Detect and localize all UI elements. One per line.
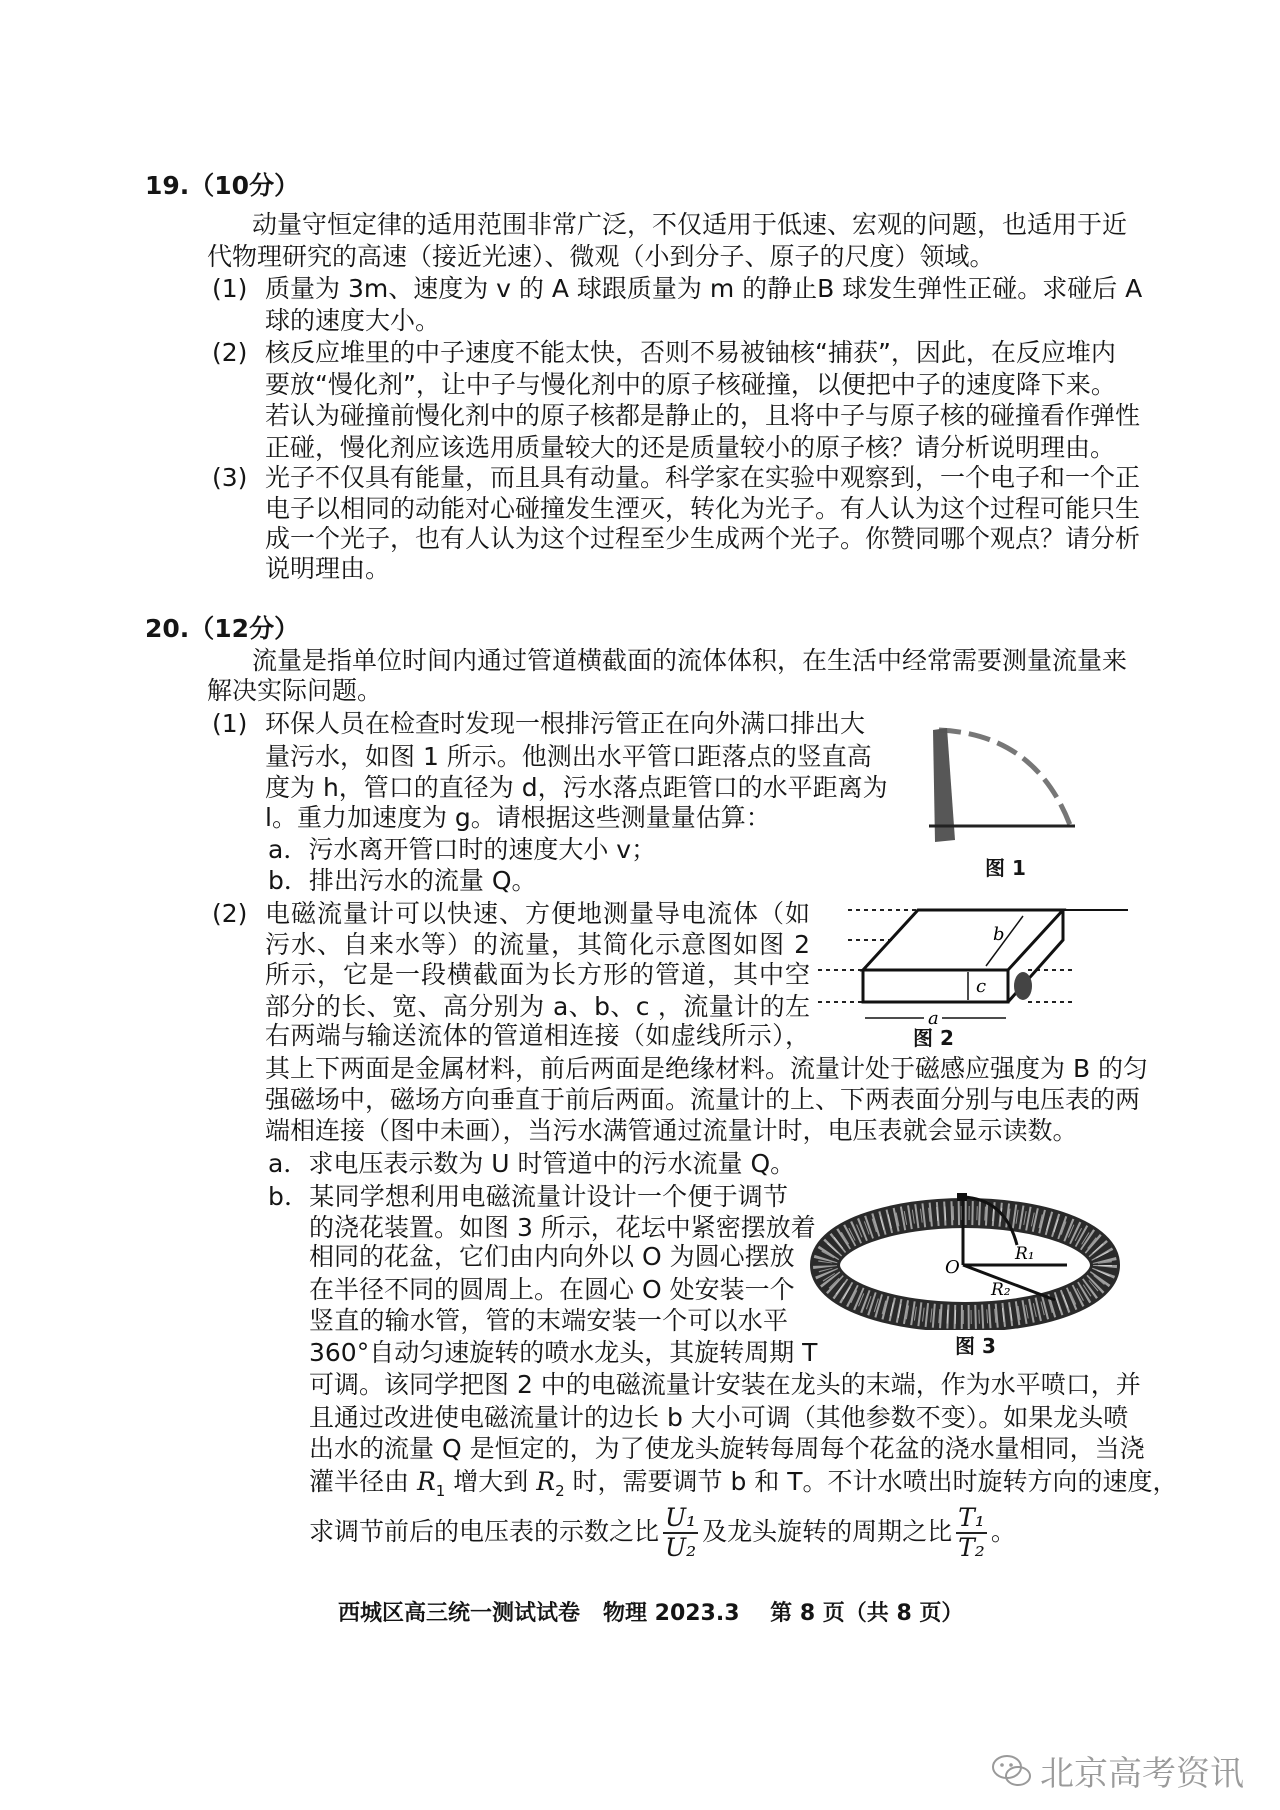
text: 及龙头旋转的周期之比 bbox=[702, 1517, 953, 1546]
figure-2-flowmeter bbox=[818, 900, 1133, 1030]
q19-line: 核反应堆里的中子速度不能太快，否则不易被铀核“捕获”，因此，在反应堆内 bbox=[265, 338, 1116, 367]
figure-3-flower-bed bbox=[805, 1185, 1125, 1330]
fig2-label-a: a bbox=[928, 1008, 939, 1029]
q20-line: 端相连接（图中未画），当污水满管通过流量计时，电压表就会显示读数。 bbox=[265, 1116, 1078, 1145]
watermark-text: 北京高考资讯 bbox=[1040, 1754, 1244, 1794]
q20-line: a．污水离开管口时的速度大小 v； bbox=[268, 835, 657, 864]
var-r: R bbox=[536, 1467, 556, 1496]
q20-line: 其上下两面是金属材料，前后两面是绝缘材料。流量计处于磁感应强度为 B 的匀 bbox=[265, 1054, 1149, 1083]
q19-line: 质量为 3m、速度为 v 的 A 球跟质量为 m 的静止B 球发生弹性正碰。求碰后 A bbox=[265, 274, 1143, 303]
q20-line: 的浇花装置。如图 3 所示，花坛中紧密摆放着 bbox=[309, 1213, 816, 1242]
subscript: 2 bbox=[555, 1482, 565, 1500]
q20-part-label: (2) bbox=[212, 899, 248, 928]
q20-line: 360°自动匀速旋转的喷水龙头，其旋转周期 T bbox=[309, 1338, 818, 1367]
q19-line: 若认为碰撞前慢化剂中的原子核都是静止的，且将中子与原子核的碰撞看作弹性 bbox=[265, 401, 1141, 430]
figure-2-caption: 图 2 bbox=[913, 1026, 954, 1050]
q19-line: 成一个光子，也有人认为这个过程至少生成两个光子。你赞同哪个观点？请分析 bbox=[265, 524, 1141, 553]
q20-line: 环保人员在检查时发现一根排污管正在向外满口排出大 bbox=[265, 709, 866, 738]
fraction-u bbox=[663, 1504, 698, 1562]
q20-final-line bbox=[309, 1502, 1016, 1562]
q20-line: 电磁流量计可以快速、方便地测量导电流体（如 bbox=[265, 899, 810, 928]
q20-line: 部分的长、宽、高分别为 a、b、c ，流量计的左 bbox=[265, 992, 810, 1021]
q19-line: 代物理研究的高速（接近光速）、微观（小到分子、原子的尺度）领域。 bbox=[207, 242, 995, 271]
q20-line: 解决实际问题。 bbox=[207, 676, 383, 705]
q20-line: 竖直的输水管，管的末端安装一个可以水平 bbox=[309, 1306, 788, 1335]
q20-line: 量污水，如图 1 所示。他测出水平管口距落点的竖直高 bbox=[265, 742, 872, 771]
fig3-label-o: O bbox=[945, 1257, 960, 1278]
fig3-label-r1: R₁ bbox=[1015, 1244, 1035, 1264]
q20-line: 流量是指单位时间内通过管道横截面的流体体积，在生活中经常需要测量流量来 bbox=[252, 646, 1128, 675]
q20-number: 20.（12分） bbox=[145, 614, 300, 643]
q20-line: 相同的花盆，它们由内向外以 O 为圆心摆放 bbox=[309, 1242, 795, 1271]
page-footer: 西城区高三统一测试试卷 物理 2023.3 第 8 页（共 8 页） bbox=[338, 1601, 964, 1626]
q20-line: 可调。该同学把图 2 中的电磁流量计安装在龙头的末端，作为水平喷口，并 bbox=[309, 1370, 1141, 1399]
watermark bbox=[990, 1746, 1244, 1795]
q19-line: 正碰，慢化剂应该选用质量较大的还是质量较小的原子核？请分析说明理由。 bbox=[265, 433, 1116, 462]
numerator: U₁ bbox=[665, 1503, 697, 1532]
q19-line: 球的速度大小。 bbox=[265, 306, 441, 335]
text: 时，需要调节 b 和 T。不计水喷出时旋转方向的速度， bbox=[564, 1467, 1178, 1496]
text: 。 bbox=[990, 1517, 1016, 1546]
text: 增大到 bbox=[445, 1467, 537, 1496]
subscript: 1 bbox=[435, 1482, 446, 1500]
q20-line: l。重力加速度为 g。请根据这些测量量估算： bbox=[265, 803, 771, 832]
q20-line: 右两端与输送流体的管道相连接（如虚线所示）， bbox=[265, 1021, 810, 1050]
q20-line: 所示，它是一段横截面为长方形的管道，其中空 bbox=[265, 960, 810, 989]
q19-line: 动量守恒定律的适用范围非常广泛，不仅适用于低速、宏观的问题，也适用于近 bbox=[252, 210, 1128, 239]
fig2-label-c: c bbox=[976, 976, 987, 997]
q20-line: b．某同学想利用电磁流量计设计一个便于调节 bbox=[268, 1182, 788, 1211]
text: 灌半径由 bbox=[309, 1467, 417, 1496]
fig2-label-b: b bbox=[993, 924, 1005, 945]
numerator: T₁ bbox=[958, 1503, 985, 1532]
denominator: U₂ bbox=[665, 1533, 697, 1562]
q20-line: 出水的流量 Q 是恒定的，为了使龙头旋转每周每个花盆的浇水量相同，当浇 bbox=[309, 1434, 1145, 1463]
q20-line: 度为 h，管口的直径为 d，污水落点距管口的水平距离为 bbox=[265, 773, 888, 802]
q19-line: 要放“慢化剂”，让中子与慢化剂中的原子核碰撞，以便把中子的速度降下来。 bbox=[265, 370, 1116, 399]
q20-line: a．求电压表示数为 U 时管道中的污水流量 Q。 bbox=[268, 1149, 796, 1178]
q19-part-label: (1) bbox=[212, 274, 248, 303]
q19-number: 19.（10分） bbox=[145, 171, 300, 200]
figure-1-caption: 图 1 bbox=[985, 856, 1026, 880]
q19-part-label: (2) bbox=[212, 338, 248, 367]
wechat-icon bbox=[990, 1751, 1034, 1791]
q20-line: b．排出污水的流量 Q。 bbox=[268, 866, 537, 895]
var-r: R bbox=[416, 1467, 436, 1496]
q19-line: 说明理由。 bbox=[265, 554, 391, 583]
q19-line: 光子不仅具有能量，而且具有动量。科学家在实验中观察到，一个电子和一个正 bbox=[265, 463, 1141, 492]
q20-line: 且通过改进使电磁流量计的边长 b 大小可调（其他参数不变）。如果龙头喷 bbox=[309, 1403, 1129, 1432]
figure-3-caption: 图 3 bbox=[955, 1334, 996, 1358]
q19-line: 电子以相同的动能对心碰撞发生湮灭，转化为光子。有人认为这个过程可能只生 bbox=[265, 494, 1141, 523]
q20-line-radius bbox=[309, 1466, 1178, 1498]
q20-line: 强磁场中，磁场方向垂直于前后两面。流量计的上、下两表面分别与电压表的两 bbox=[265, 1085, 1141, 1114]
text: 求调节前后的电压表的示数之比 bbox=[309, 1517, 660, 1546]
fig3-label-r2: R₂ bbox=[991, 1280, 1011, 1300]
q19-part-label: (3) bbox=[212, 463, 248, 492]
q20-line: 在半径不同的圆周上。在圆心 O 处安装一个 bbox=[309, 1275, 795, 1304]
q20-part-label: (1) bbox=[212, 709, 248, 738]
q20-line: 污水、自来水等）的流量，其简化示意图如图 2 bbox=[265, 930, 810, 959]
figure-1-sewage-pipe bbox=[925, 720, 1085, 845]
fraction-t bbox=[956, 1504, 987, 1562]
denominator: T₂ bbox=[958, 1533, 985, 1562]
